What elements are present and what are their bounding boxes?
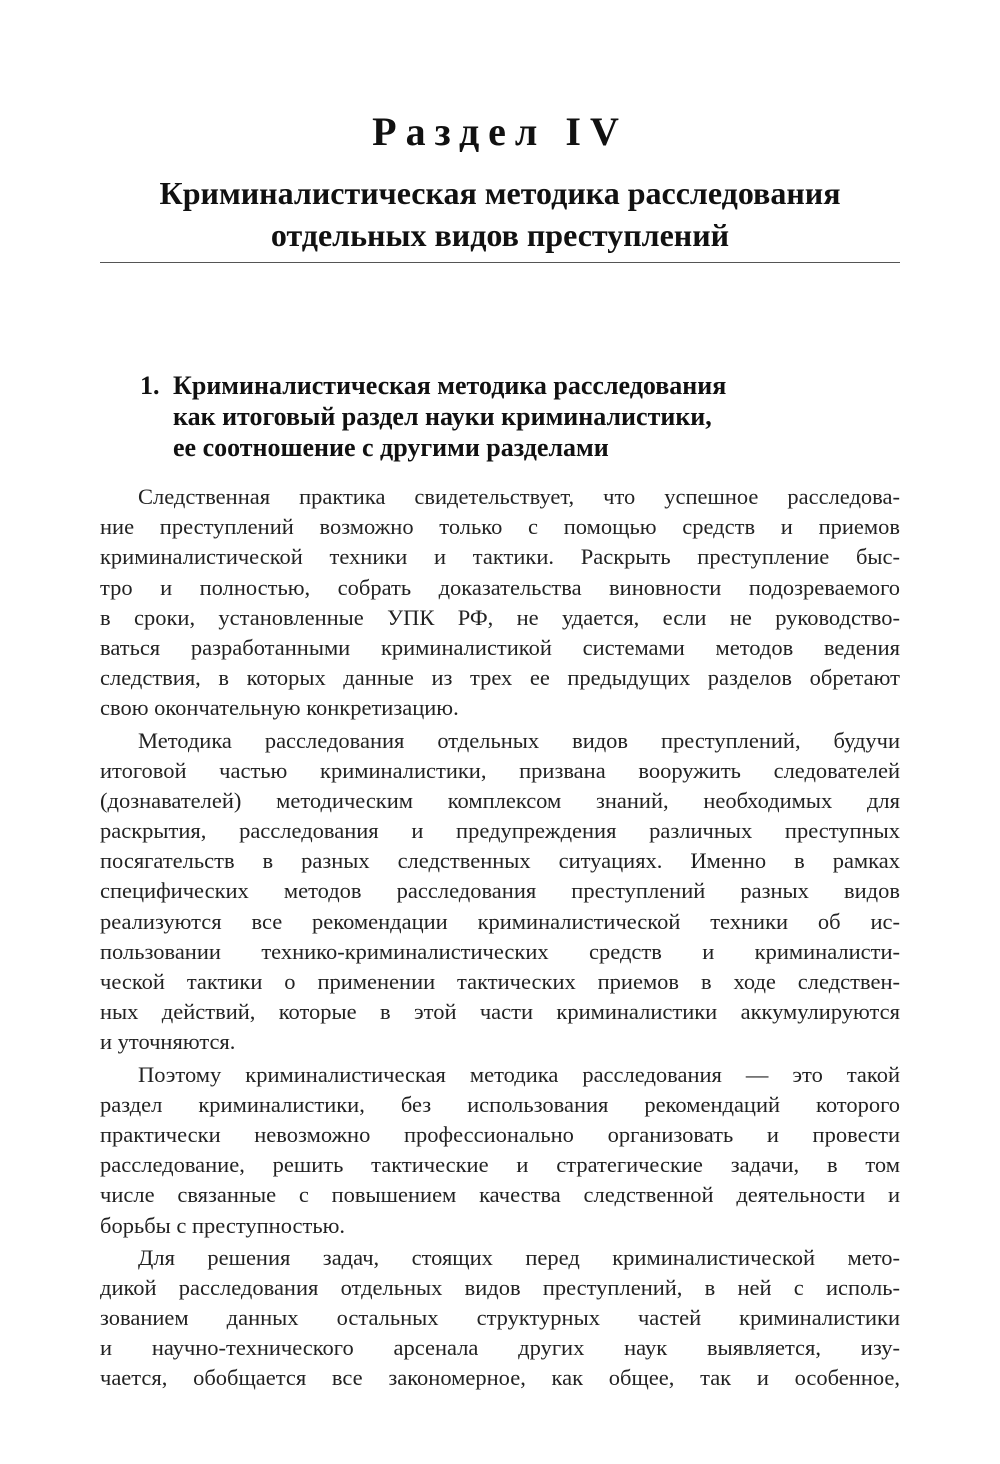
paragraph-line: и уточняются.	[100, 1029, 236, 1055]
section-title-line: ее соотношение с другими разделами	[173, 433, 609, 462]
paragraph-line: ческой тактики о применении тактических приемов в ходе следствен-	[100, 969, 900, 994]
section-number: 1.	[140, 371, 160, 400]
paragraph-line: следствия, в которых данные из трех ее предыдущих разделов обретают	[100, 665, 900, 691]
paragraph-line: тро и полностью, собрать доказательства виновности подозреваемого	[100, 574, 900, 600]
paragraph-line: чается, обобщается все закономерное, как общее, так и особенное,	[100, 1365, 900, 1391]
paragraph-line: в сроки, установленные УПК РФ, не удается, если не руководство-	[100, 604, 900, 630]
paragraph-line: ние преступлений возможно только с помощью средств и приемов	[100, 514, 900, 540]
paragraph-line: пользовании технико-криминалистических средств и криминалисти-	[100, 938, 900, 964]
section-title-line: Криминалистическая методика расследования	[173, 371, 727, 400]
paragraph-line: ваться разработанными криминалистикой системами методов ведения	[100, 634, 900, 660]
part-subtitle	[100, 172, 900, 256]
paragraph-line: Методика расследования отдельных видов преступлений, будучи	[138, 727, 900, 753]
paragraph-line: реализуются все рекомендации криминалистической техники об ис-	[100, 908, 900, 934]
paragraph-line: свою окончательную конкретизацию.	[100, 695, 459, 721]
paragraph	[100, 482, 900, 724]
paragraph-line: расследование, решить тактические и стратегические задачи, в том	[100, 1152, 900, 1178]
paragraph-line: Для решения задач, стоящих перед криминалистической мето-	[138, 1244, 900, 1270]
paragraph-line: итоговой частью криминалистики, призвана вооружить следователей	[100, 757, 900, 783]
paragraph	[100, 726, 900, 1058]
section-title-line: как итоговый раздел науки криминалистики,	[173, 402, 712, 431]
title-divider	[100, 262, 900, 263]
paragraph-line: ных действий, которые в этой части криминалистики аккумулируются	[100, 999, 900, 1025]
part-subtitle-line: отдельных видов преступлений	[270, 217, 730, 253]
paragraph	[100, 1060, 900, 1241]
part-subtitle-line: Криминалистическая методика расследования	[159, 175, 841, 211]
body-text	[100, 482, 900, 1396]
paragraph-line: борьбы с преступностью.	[100, 1212, 346, 1238]
paragraph-line: посягательств в разных следственных ситуациях. Именно в рамках	[100, 848, 900, 874]
paragraph-line: числе связанные с повышением качества следственной деятельности и	[100, 1182, 900, 1208]
paragraph-line: дикой расследования отдельных видов преступлений, в ней с исполь-	[100, 1274, 900, 1300]
paragraph-line: раскрытия, расследования и предупреждения различных преступных	[100, 818, 900, 844]
paragraph-line: криминалистической техники и тактики. Раскрыть преступление быс-	[100, 544, 900, 570]
paragraph-line: и научно-технического арсенала других наук выявляется, изу-	[100, 1335, 900, 1361]
paragraph-line: зованием данных остальных структурных частей криминалистики	[100, 1305, 900, 1331]
paragraph	[100, 1243, 900, 1394]
paragraph-line: (дознавателей) методическим комплексом знаний, необходимых для	[100, 787, 900, 813]
paragraph-line: специфических методов расследования преступлений разных видов	[100, 878, 900, 904]
section-title	[173, 370, 873, 463]
paragraph-line: практически невозможно профессионально организовать и провести	[100, 1121, 900, 1147]
book-page	[100, 0, 900, 1464]
paragraph-line: Поэтому криминалистическая методика расследования — это такой	[138, 1061, 900, 1087]
paragraph-line: раздел криминалистики, без использования рекомендаций которого	[100, 1091, 900, 1117]
part-title: Раздел IV	[372, 109, 628, 154]
paragraph-line: Следственная практика свидетельствует, что успешное расследова-	[138, 484, 900, 509]
